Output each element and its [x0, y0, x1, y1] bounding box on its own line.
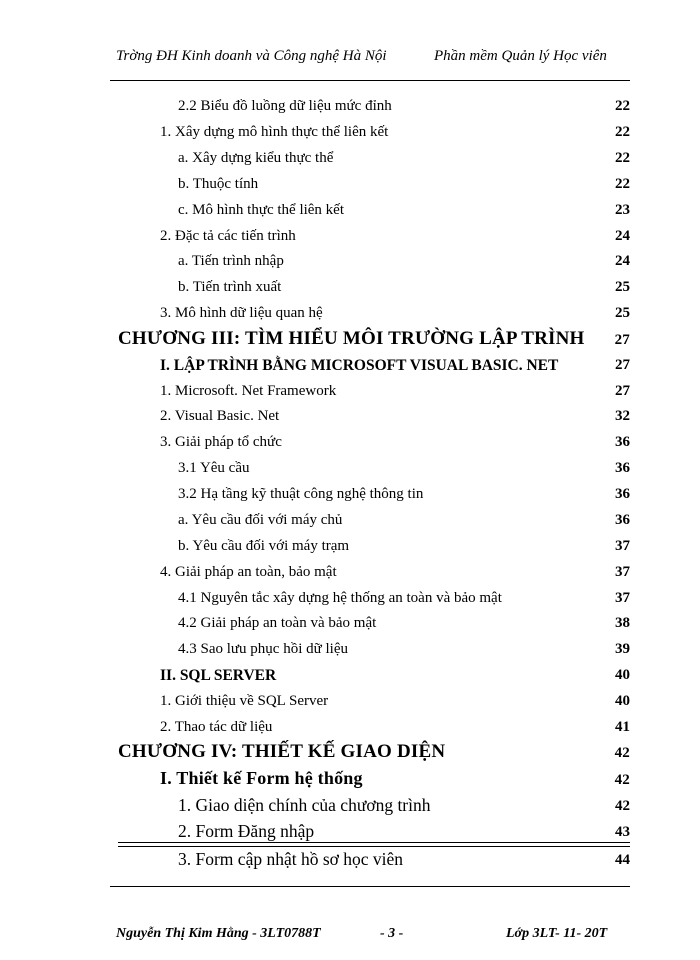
header-project: Phần mềm Quản lý Học viên — [434, 48, 607, 64]
toc-entry-text: 2. Visual Basic. Net — [160, 408, 280, 424]
footer-rule — [110, 886, 630, 887]
toc-entry-page: 22 — [615, 124, 630, 140]
toc-entry-page: 36 — [615, 512, 630, 528]
toc-section-text: II. SQL SERVER — [160, 667, 277, 684]
toc-chapter-text: CHƯƠNG III: TÌM HIỂU MÔI TRƯỜNG LẬP TRÌNH — [118, 328, 585, 349]
toc-entry-text: 3. Form cập nhật hồ sơ học viên — [178, 849, 404, 869]
toc-entry-text: 3. Giải pháp tổ chức — [160, 434, 282, 450]
toc-section-text: I. Thiết kế Form hệ thống — [160, 768, 363, 788]
toc-entry-text: 4.2 Giải pháp an toàn và bảo mật — [178, 615, 377, 631]
toc-entry-text: 1. Microsoft. Net Framework — [160, 383, 337, 399]
toc-entry-page: 39 — [615, 641, 630, 657]
toc-entry-text: 2. Form Đăng nhập — [178, 821, 315, 841]
toc-entry-text: 2. Đặc tả các tiến trình — [160, 228, 296, 244]
toc-entry-page: 22 — [615, 150, 630, 166]
toc-entry-page: 25 — [615, 279, 630, 295]
toc-section-text: I. LẬP TRÌNH BẰNG MICROSOFT VISUAL BASIC. NET — [160, 357, 559, 374]
toc-entry-page: 42 — [614, 745, 630, 761]
toc-entry-text: 3. Mô hình dữ liệu quan hệ — [160, 305, 323, 321]
toc-entry-text: a. Xây dựng kiểu thực thể — [178, 150, 334, 166]
toc-entry-page: 37 — [615, 590, 630, 606]
toc-entry-page: 24 — [615, 228, 630, 244]
toc-entry-page: 36 — [615, 434, 630, 450]
toc-entry-page: 40 — [615, 667, 630, 683]
toc-entry-page: 36 — [615, 460, 630, 476]
toc-entry-text: b. Thuộc tính — [178, 176, 259, 192]
toc-entry-page: 27 — [614, 332, 630, 348]
toc-entry-text: b. Tiến trình xuất — [178, 279, 282, 295]
toc-entry-text: 3.2 Hạ tầng kỹ thuật công nghệ thông tin — [178, 486, 424, 502]
toc-entry-page: 23 — [615, 202, 630, 218]
header-school: Trờng ĐH Kinh doanh và Công nghệ Hà Nội — [116, 48, 387, 64]
toc-entry-page: 41 — [615, 719, 630, 735]
toc-entry-text: 4.3 Sao lưu phục hồi dữ liệu — [178, 641, 348, 657]
page-break-rule — [118, 842, 630, 847]
footer-class: Lớp 3LT- 11- 20T — [506, 926, 608, 941]
footer-page-number: - 3 - — [380, 926, 404, 941]
toc-entry-text: 1. Xây dựng mô hình thực thể liên kết — [160, 124, 389, 140]
toc-entry-page: 37 — [615, 564, 630, 580]
toc-entry-page: 22 — [615, 176, 630, 192]
toc-entry-page: 25 — [615, 305, 630, 321]
toc-entry-page: 44 — [615, 852, 630, 868]
toc-entry-page: 27 — [615, 383, 630, 399]
toc-chapter-text: CHƯƠNG IV: THIẾT KẾ GIAO DIỆN — [118, 741, 446, 762]
toc-entry-text: 3.1 Yêu cầu — [178, 460, 250, 476]
toc-entry-text: b. Yêu cầu đối với máy trạm — [178, 538, 350, 554]
footer-author: Nguyễn Thị Kim Hằng - 3LT0788T — [116, 926, 321, 941]
toc-entry-page: 42 — [614, 772, 630, 788]
toc-entry-page: 37 — [615, 538, 630, 554]
toc-entry-text: a. Tiến trình nhập — [178, 253, 284, 269]
toc-entry-page: 43 — [615, 824, 630, 840]
toc-entry-text: 2.2 Biểu đồ luồng dữ liệu mức đỉnh — [178, 98, 392, 114]
toc-entry-page: 32 — [615, 408, 630, 424]
toc-entry-page: 24 — [615, 253, 630, 269]
toc-entry-text: 4.1 Nguyên tắc xây dựng hệ thống an toàn và bảo mật — [178, 590, 502, 606]
toc-entry-page: 40 — [615, 693, 630, 709]
toc-entry-text: 4. Giải pháp an toàn, bảo mật — [160, 564, 337, 580]
toc-entry-page: 38 — [615, 615, 630, 631]
toc-entry-page: 42 — [615, 798, 630, 814]
toc-entry-page: 27 — [615, 357, 630, 373]
toc-entry-text: 1. Giao diện chính của chương trình — [178, 795, 431, 815]
toc-entry-text: 1. Giới thiệu về SQL Server — [160, 693, 329, 709]
toc-entry-text: a. Yêu cầu đối với máy chủ — [178, 512, 343, 528]
toc-entry-page: 36 — [615, 486, 630, 502]
toc-entry-page: 22 — [615, 98, 630, 114]
toc-entry-text: 2. Thao tác dữ liệu — [160, 719, 273, 735]
toc-entry-text: c. Mô hình thực thể liên kết — [178, 202, 345, 218]
